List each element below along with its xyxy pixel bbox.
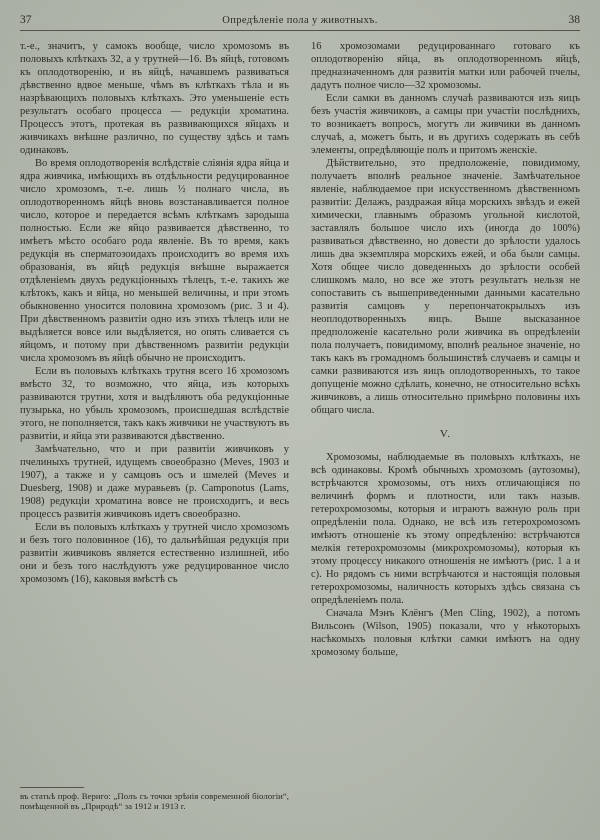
page-number-right: 38 (568, 14, 580, 26)
left-column (20, 40, 289, 812)
page-number-left: 37 (20, 14, 32, 26)
paragraph: Во время оплодотворенія вслѣдствіе сліянія ядра яйца и ядра живчика, имѣющихъ въ отдѣльности редуцированное число хромозомъ, т.-е. лишь ½ полнаго числа, въ оплодотворенномъ яйцѣ вновь возстанавливается полное число, которое и передается всѣмъ клѣткамъ зародыша полностью. Если же яйцо развивается дѣвственно, то имѣетъ мѣсто особаго рода явленіе. Въ то время, какъ редукція въ сперматозоидахъ происходитъ во время ихъ образованія, въ яйцѣ редукція внѣшне выражается отдѣленіемъ двухъ редукціонныхъ тѣлецъ, т.-е. такихъ же клѣтокъ, какъ и яйца, но меньшей величины, и при этомъ обыкновенно уносится половина хромозомъ (рис. 3 и 4). При дѣвственномъ развитіи одно изъ этихъ тѣлецъ или не выдѣляется вовсе или выдѣляется, но опять сливается съ яйцомъ, и потому при дѣвственномъ развитіи редукціи числа хромозомъ въ яйцѣ обычно не происходитъ. (20, 158, 289, 364)
paragraph: Дѣйствительно, это предположеніе, повидимому, получаетъ вполнѣ реальное значеніе. Замѣчательное явленіе, наблюдаемое при искусственномъ дѣвственномъ развитіи: Делажъ, раздражая яйца морскихъ звѣздъ и ежей химически, главнымъ образомъ угольной кислотой, заставлялъ большое число ихъ (иногда до 100%) развиваться дѣвственно, но довести до зрѣлости удалось лишь два экземпляра морскихъ ежей, и оба были самцы. Хотя общее число доведенныхъ до зрѣлости особей слишкомъ мало, но все же этотъ результатъ нельзя не сопоставить съ вышеприведенными данными касательно развитія самцовъ у перепончатокрылыхъ изъ неоплодотворенныхъ яицъ. Выше высказанное предположеніе касательно роли живчика въ опредѣленіи пола получаетъ, повидимому, вполнѣ реальное значеніе, но такъ какъ въ громадномъ большинствѣ случаевъ и самцы и самки развиваются изъ яицъ оплодотворенныхъ, то такое допущеніе можно сдѣлать, конечно, не относительно всѣхъ живчиковъ, а лишь относительно примѣрно половины ихъ общаго числа. (311, 158, 580, 416)
running-title: Опредѣленіе пола у животныхъ. (222, 15, 378, 26)
paragraph: Сначала Мэнъ Клёнгъ (Men Cling, 1902), а потомъ Вильсонъ (Wilson, 1905) показали, что у нѣкоторыхъ насѣкомыхъ половыя клѣтки самки имѣютъ на одну хромозому больше, (311, 608, 580, 658)
paragraph: т.-е., значитъ, у самокъ вообще, число хромозомъ въ половыхъ клѣткахъ 32, а у трутней—16. Въ яйцѣ, готовомъ къ оплодотворенію, и въ яйцѣ, начавшемъ развиваться дѣвственно вдвое меньше, чѣмъ въ клѣткахъ тѣла и въ назрѣвающихъ половыхъ клѣткахъ. Это уменьшеніе есть результатъ особаго процесса — редукціи хроматина. Процессъ этотъ, протекая въ развивающихся яйцахъ и живчикахъ внѣшне различно, по существу здѣсь и тамъ одинаковъ. (20, 41, 289, 156)
paragraph: Замѣчательно, что и при развитіи живчиковъ у пчелиныхъ трутней, идущемъ своеобразно (Meves, 1903 и 1907), а также и у самцовъ осъ и шмелей (Meves и Duesberg, 1908) и даже муравьевъ (р. Camponotus (Lams, 1908) редукціи хроматина вовсе не происходитъ, и весь процессъ развитія живчиковъ идетъ своеобразно. (20, 444, 289, 520)
text-columns (20, 40, 580, 812)
footnote (20, 781, 289, 812)
paragraph: Хромозомы, наблюдаемые въ половыхъ клѣткахъ, не всѣ одинаковы. Кромѣ обычныхъ хромозомъ (аутозомы), встрѣчаются хромозомы, отъ нихъ отличающіяся по величинѣ формъ и плотности, или такъ назыв. гетерохромозомы, которыя и играютъ важную роль при опредѣленіи пола. Однако, не всѣ изъ гетерохромозомъ имѣютъ отношеніе къ этому опредѣленію: встрѣчаются мелкія гетерохромозомы (микрохромозомы), которыя къ этому процессу никакого отношенія не имѣютъ (рис. 1 а и с). Но рядомъ съ ними встрѣчаются и настоящія половыя гетерохромозомы, наличность которыхъ здѣсь связана съ опредѣленіемъ пола. (311, 452, 580, 606)
paragraph: 16 хромозомами редуцированнаго готоваго къ оплодотворенію яйца, въ оплодотворенномъ яйцѣ, предназначенномъ для развитія матки или рабочей пчелы, дадутъ полное число—32 хромозомы. (311, 41, 580, 91)
section-heading: V. (439, 428, 452, 440)
right-column (311, 40, 580, 812)
paragraph: Если въ половыхъ клѣткахъ трутня всего 16 хромозомъ вмѣсто 32, то возможно, что яйца, изъ которыхъ развиваются трутни, хотя и выдѣляютъ оба редукціонные пузырька, но убыль хромозомъ, происшедшая вслѣдствіе этого, не пополняется, такъ какъ живчики не участвуютъ въ развитіи, и яйца эти развиваются дѣвственно. (20, 366, 289, 442)
paragraph: Если самки въ данномъ случаѣ развиваются изъ яицъ безъ участія живчиковъ, а самцы при участіи послѣднихъ, то возникаетъ вопросъ, могутъ ли живчики въ данномъ случаѣ, а, можетъ быть, и въ другихъ содержать въ себѣ элементы, опредѣляющіе полъ и притомъ женскіе. (311, 93, 580, 156)
paragraph: Если въ половыхъ клѣткахъ у трутней число хромозомъ и безъ того половинное (16), то дальнѣйшая редукція при развитіи живчиковъ является естественно излишней, ибо они и безъ того наслѣдуютъ уже редуцированное число хромозомъ (16), каковыя вмѣстѣ съ (20, 522, 289, 585)
page-header (20, 14, 580, 26)
footnote-rule (20, 787, 84, 788)
header-rule (20, 30, 580, 31)
footnote-text: въ статьѣ проф. Вериго: „Полъ съ точки зрѣнія современной біологіи“, помѣщенной въ „Природѣ“ за 1912 и 1913 г. (20, 790, 289, 812)
